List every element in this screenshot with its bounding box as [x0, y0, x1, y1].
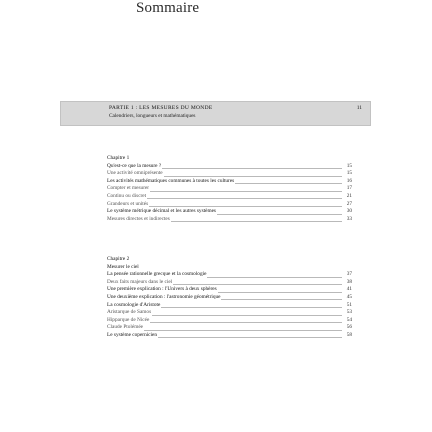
toc-entry[interactable] [107, 309, 352, 317]
toc-entry-page: 56 [346, 324, 352, 331]
chapter-label: Chapitre 1 [107, 155, 130, 161]
toc-entry-text: Le système métrique décimal et les autres systèmes [107, 208, 216, 215]
toc-entry[interactable] [107, 271, 352, 279]
toc-entry-page: 51 [346, 301, 352, 308]
toc-entry[interactable] [107, 178, 352, 186]
toc-entry[interactable] [107, 332, 352, 340]
toc-entry-text: Claude Ptolémée [107, 324, 144, 331]
part-banner [60, 101, 371, 126]
toc-entry-page: 17 [346, 185, 352, 192]
toc-entry-page: 16 [346, 177, 352, 184]
page-title: Sommaire [136, 0, 200, 16]
chapter-1 [107, 155, 352, 223]
toc-entry-page: 33 [346, 215, 352, 222]
toc-entry-page: 15 [346, 162, 352, 169]
toc-entry-text: Compter et mesurer [107, 185, 150, 192]
toc-entry-text: La pensée rationnelle grecque et la cosmologie [107, 271, 207, 278]
toc-entry-page: 58 [346, 331, 352, 338]
chapter-title: Mesurer le ciel [107, 263, 139, 270]
toc-entry-page: 15 [346, 170, 352, 177]
toc-entry-text: Une activité omniprésente [107, 170, 163, 177]
toc-entry-text: Deux faits majeurs dans le ciel [107, 278, 173, 285]
toc-entry-text: Le système copernicien [107, 331, 158, 338]
toc-entry-text: Hipparque de Nicée [107, 316, 150, 323]
chapter-label: Chapitre 2 [107, 256, 130, 262]
toc-entry[interactable] [107, 286, 352, 294]
toc-entry[interactable] [107, 201, 352, 209]
part-subtitle: Calendriers, longueurs et mathématiques [109, 113, 196, 119]
toc-entry-text: Une deuxième explication : l'astronomie géométrique [107, 293, 221, 300]
toc-entry[interactable] [107, 170, 352, 178]
toc-entry[interactable] [107, 216, 352, 224]
toc-entries [107, 271, 352, 339]
toc-entry-text: Qu'est-ce que la mesure ? [107, 162, 162, 169]
toc-entry-page: 53 [346, 309, 352, 316]
toc-entry-text: Aristarque de Samos [107, 309, 152, 316]
toc-entry[interactable] [107, 317, 352, 325]
toc-entry-page: 45 [346, 293, 352, 300]
toc-entry-page: 27 [346, 200, 352, 207]
toc-entry-text: Mesures directes et indirectes [107, 215, 170, 222]
toc-entry-page: 54 [346, 316, 352, 323]
toc-entry-text: Une première explication : l'Univers à deux sphères [107, 286, 217, 293]
toc-entry[interactable] [107, 302, 352, 310]
toc-entry-page: 41 [346, 286, 352, 293]
toc-entry[interactable] [107, 294, 352, 302]
toc-entry-page: 30 [346, 208, 352, 215]
toc-entry-text: La cosmologie d'Aristote [107, 301, 161, 308]
part-title: PARTIE 1 : LES MESURES DU MONDE [109, 105, 213, 111]
toc-entry-page: 37 [346, 271, 352, 278]
toc-entry-page: 21 [346, 192, 352, 199]
toc-entry-page: 38 [346, 278, 352, 285]
toc-entries [107, 163, 352, 224]
toc-entry[interactable] [107, 163, 352, 171]
toc-entry[interactable] [107, 185, 352, 193]
toc-entry-text: Les activités mathématiques communes à toutes les cultures [107, 177, 235, 184]
toc-entry-text: Continu ou discret [107, 192, 147, 199]
toc-entry[interactable] [107, 324, 352, 332]
part-page-number: 11 [356, 105, 362, 111]
chapter-2 [107, 256, 352, 340]
toc-entry[interactable] [107, 279, 352, 287]
toc-entry[interactable] [107, 208, 352, 216]
toc-entry-text: Grandeurs et unités [107, 200, 149, 207]
toc-entry[interactable] [107, 193, 352, 201]
